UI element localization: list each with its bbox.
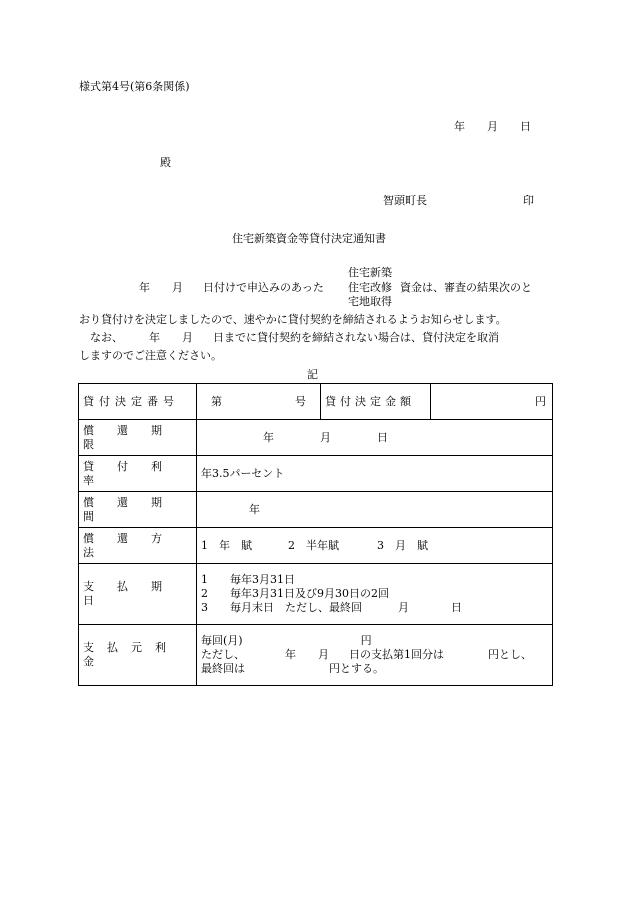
payment-date-option-1: 1 毎年3月31日 — [201, 573, 295, 586]
payment-date-day: 日 — [451, 601, 462, 614]
method-label-cell — [79, 528, 197, 564]
principal-label: 支払元利金 — [83, 641, 179, 668]
loan-amount-unit: 円 — [535, 394, 546, 408]
principal-line1-prefix: 毎回(月) — [201, 634, 243, 647]
due-date-label: 償還期限 — [83, 423, 185, 451]
principal-line2-year: 年 — [285, 648, 296, 661]
principal-line3 — [201, 662, 548, 676]
loan-amount-label-cell — [321, 384, 431, 420]
date-day-label: 日 — [520, 120, 531, 133]
line1-year: 年 — [139, 281, 150, 294]
loan-details-table — [78, 383, 553, 686]
method-option-monthly: 3 月 賦 — [377, 538, 428, 552]
loan-type-new-construction: 住宅新築 — [348, 266, 392, 279]
period-cell — [197, 492, 553, 528]
due-date-label-cell — [79, 420, 197, 456]
payment-date-month: 月 — [398, 601, 409, 614]
loan-number-cell — [197, 384, 321, 420]
payment-date-label: 支払期日 — [83, 580, 185, 607]
document-title: 住宅新築資金等貸付決定通知書 — [232, 232, 386, 245]
line3-month: 月 — [182, 331, 193, 344]
interest-value: 年3.5パーセント — [201, 466, 285, 480]
due-date-year: 年 — [263, 430, 274, 444]
loan-type-renovation: 住宅改修 — [348, 281, 392, 294]
table-row — [79, 528, 553, 564]
principal-line2-mid: 日の支払第1回分は — [349, 648, 444, 661]
body-line3 — [90, 331, 499, 345]
method-label: 償還方法 — [83, 531, 185, 559]
loan-type-renovation-line — [348, 281, 532, 295]
period-unit: 年 — [249, 502, 260, 516]
principal-line3-prefix: 最終回は — [201, 662, 245, 675]
loan-number-label-cell — [79, 384, 197, 420]
interest-label: 貸付利率 — [83, 459, 185, 487]
interest-label-cell — [79, 456, 197, 492]
table-row — [79, 456, 553, 492]
due-date-day: 日 — [377, 430, 388, 444]
issuer-name: 智頭町長 — [383, 194, 427, 207]
method-cell — [197, 528, 553, 564]
payment-date-option-3: 3 毎月末日 ただし、最終回 — [201, 601, 362, 614]
principal-line2-prefix: ただし、 — [201, 648, 245, 661]
principal-line2 — [201, 648, 548, 662]
principal-cell — [197, 625, 553, 686]
loan-number-label: 貸付決定番号 — [83, 394, 179, 408]
line3-year: 年 — [149, 331, 160, 344]
date-month-label: 月 — [487, 120, 498, 133]
due-date-cell — [197, 420, 553, 456]
method-option-semiannual: 2 半年賦 — [288, 538, 339, 552]
method-option-annual: 1 年 賦 — [201, 538, 252, 552]
principal-label-cell — [79, 625, 197, 686]
body-line2: おり貸付けを決定しましたので、速やかに貸付契約を締結されるようお知らせします。 — [79, 313, 507, 326]
body-line1 — [139, 281, 324, 295]
line1-date-text: 日付けで申込みのあった — [203, 281, 324, 294]
period-label: 償還期間 — [83, 495, 185, 523]
principal-line2-suffix: 円とし、 — [488, 648, 532, 661]
line3-prefix: なお、 — [90, 331, 123, 344]
table-row — [79, 420, 553, 456]
loan-amount-label: 貸付決定金額 — [325, 394, 415, 408]
table-row — [79, 492, 553, 528]
ki-marker: 記 — [307, 368, 318, 381]
date-year-label: 年 — [454, 120, 465, 133]
period-label-cell — [79, 492, 197, 528]
date-line — [454, 120, 531, 134]
line1-suffix: 資金は、審査の結果次のと — [400, 281, 532, 294]
addressee-honorific: 殿 — [160, 156, 171, 169]
loan-type-land-acquisition: 宅地取得 — [348, 295, 392, 308]
payment-date-option-2: 2 毎年3月31日及び9月30日の2回 — [201, 587, 389, 600]
principal-line1-unit: 円 — [360, 634, 372, 647]
loan-number-suffix: 号 — [295, 394, 306, 408]
table-row — [79, 564, 553, 625]
table-row — [79, 625, 553, 686]
line1-month: 月 — [172, 281, 183, 294]
table-row — [79, 384, 553, 420]
payment-date-option-3-line — [201, 601, 548, 615]
loan-amount-cell — [431, 384, 553, 420]
interest-cell — [197, 456, 553, 492]
principal-line3-suffix: 円とする。 — [329, 662, 384, 675]
principal-line1 — [201, 634, 548, 648]
body-line4: しますのでご注意ください。 — [79, 349, 222, 362]
due-date-month: 月 — [320, 430, 331, 444]
principal-line2-month: 月 — [318, 648, 329, 661]
payment-date-label-cell — [79, 564, 197, 625]
line3-suffix: 日までに貸付契約を締結されない場合は、貸付決定を取消 — [213, 331, 499, 344]
form-number: 様式第4号(第6条関係) — [79, 80, 190, 93]
loan-number-prefix: 第 — [211, 394, 222, 408]
payment-date-cell — [197, 564, 553, 625]
seal-mark: 印 — [523, 194, 534, 207]
